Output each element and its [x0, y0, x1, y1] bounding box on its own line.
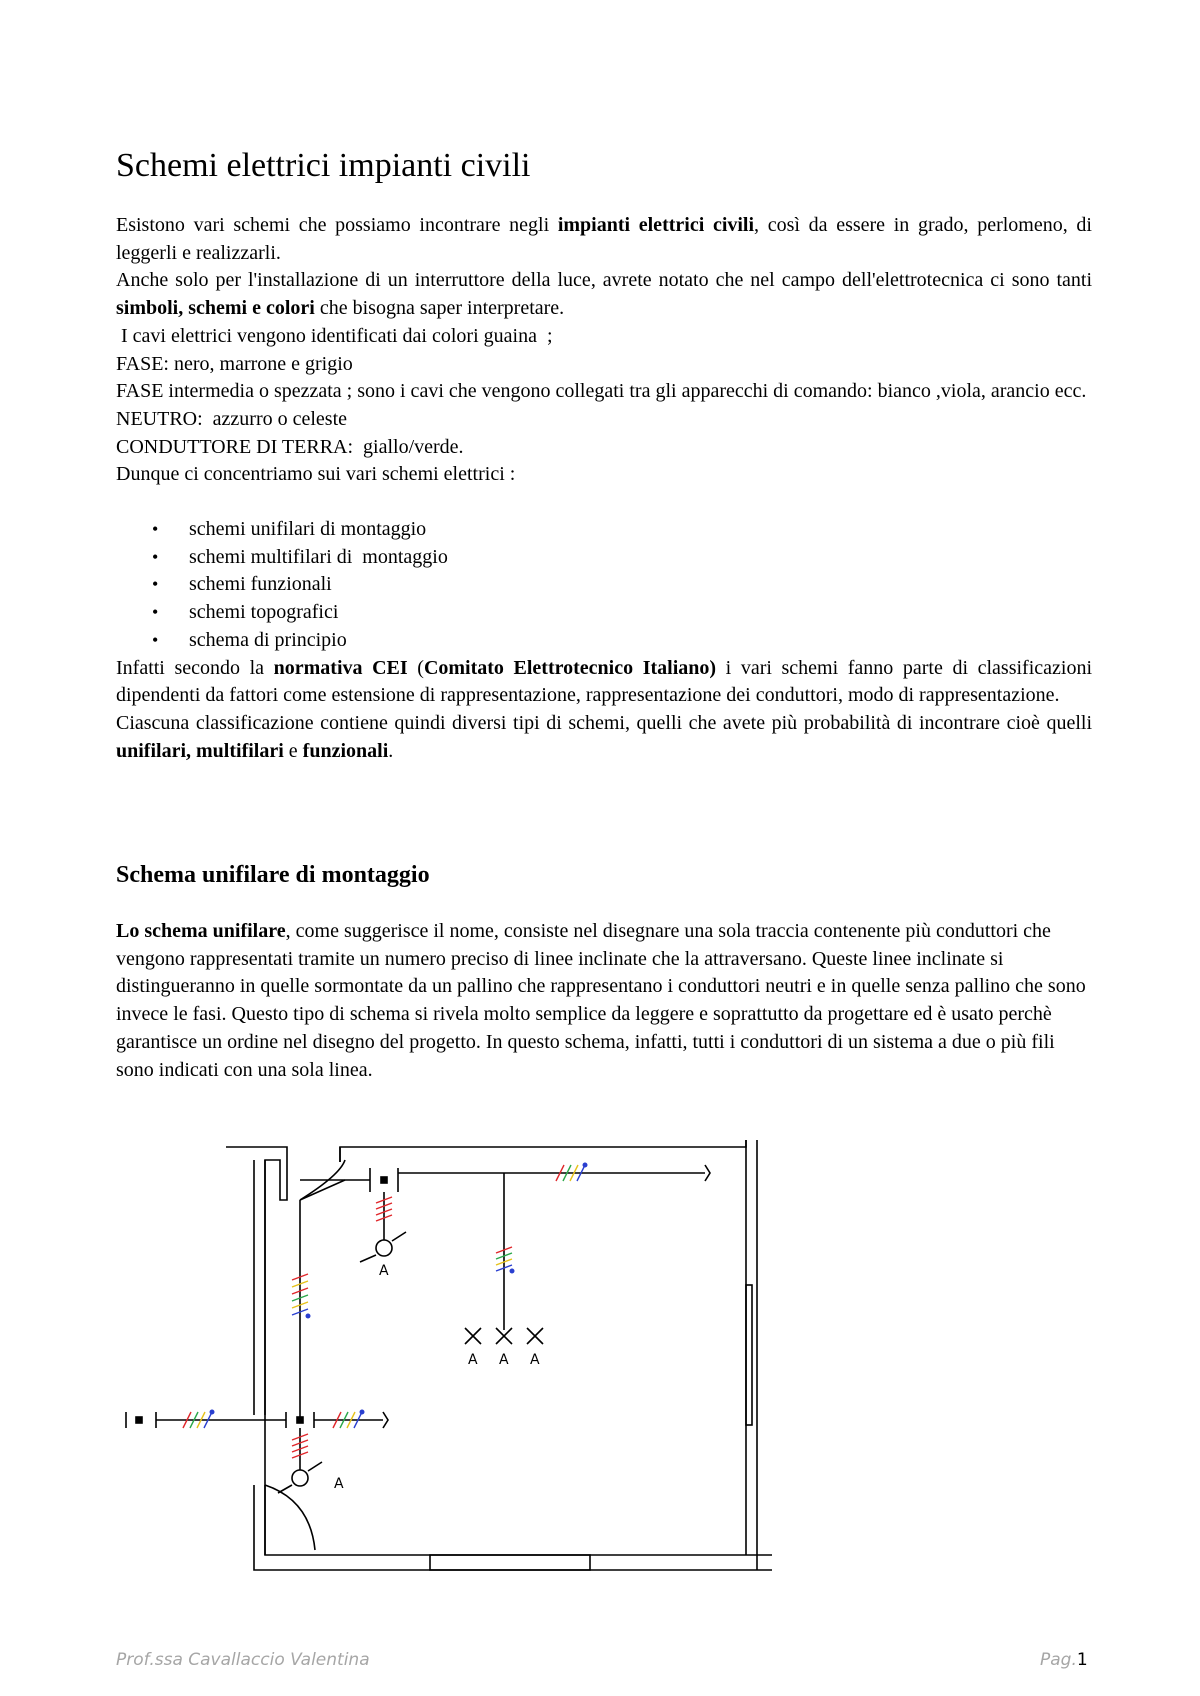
lamp-label: A: [499, 1352, 509, 1368]
text-span: e: [283, 739, 303, 762]
intro-paragraph-4: FASE: nero, marrone e grigio: [116, 352, 353, 375]
lamp-x: [527, 1328, 543, 1344]
bold-span: simboli, schemi e colori: [116, 297, 315, 320]
intro-paragraph-6: NEUTRO: azzurro o celeste: [116, 407, 348, 430]
text-span: Ciascuna classificazione contiene quindi diversi tipi di schemi, quelli che avete più probabilità di incontrare cioè quelli: [116, 711, 1092, 734]
wall-top: [340, 1140, 746, 1162]
list-item: • schemi unifilari di montaggio: [189, 516, 1092, 544]
intro-paragraph-7: CONDUTTORE DI TERRA: giallo/verde.: [116, 435, 464, 458]
bold-span: funzionali: [302, 739, 389, 762]
intro-paragraph-1: [116, 212, 1092, 267]
text-span: .: [388, 739, 394, 762]
intro-section: [116, 212, 1092, 765]
lamp-x: [465, 1328, 481, 1344]
spacer: [116, 489, 1092, 516]
lamp-label: A: [530, 1352, 540, 1368]
wall-bottom: [254, 1485, 772, 1570]
lamp-x: [496, 1328, 512, 1344]
page-title: Schemi elettrici impianti civili: [116, 147, 531, 184]
bold-span: Lo schema unifilare: [116, 920, 286, 942]
neutral-dot: [583, 1163, 588, 1168]
switch-dot: [381, 1177, 387, 1183]
text-span: Anche solo per l'installazione di un interruttore della luce, avrete notato che nel campo dell'elettrotecnica ci sono tanti: [116, 269, 1092, 292]
schemi-list: [116, 516, 1092, 655]
lamp-labels: [334, 1263, 540, 1492]
neutral-dot: [306, 1314, 311, 1319]
intro-paragraph-8: Dunque ci concentriamo sui vari schemi elettrici :: [116, 463, 516, 486]
list-item: • schemi funzionali: [189, 571, 1092, 599]
door-arc-bottom: [265, 1485, 315, 1550]
switch-dot: [136, 1417, 142, 1423]
lamp-arm: [360, 1232, 406, 1262]
door-leaf-top: [300, 1180, 345, 1200]
neutral-dot: [510, 1269, 515, 1274]
lamp-circle: [376, 1240, 392, 1256]
bold-span: normativa CEI: [273, 656, 408, 679]
window-bottom: [430, 1555, 590, 1570]
text-span: , così da essere in grado, perlomeno, di leggerli e realizzarli.: [116, 214, 1092, 264]
list-item: • schema di principio: [189, 627, 1092, 655]
wiring-diagram: [0, 1130, 1200, 1590]
bold-span: unifilari, multifilari: [116, 739, 284, 762]
lamp-label: A: [468, 1352, 478, 1368]
wall-outer: [226, 1147, 772, 1555]
page-label: Pag.: [1040, 1650, 1077, 1670]
text-span: Esistono vari schemi che possiamo incontrare negli: [116, 214, 558, 236]
classif-paragraph: [116, 710, 1092, 765]
page-number: 1: [1076, 1650, 1088, 1670]
neutral-dot: [210, 1410, 215, 1415]
intro-paragraph-2: [116, 267, 1092, 322]
bold-span: Comitato Elettrotecnico Italiano): [423, 656, 717, 679]
text-span: Infatti secondo la: [116, 656, 274, 679]
outlet-symbol: [383, 1412, 388, 1428]
lamp-label: A: [379, 1263, 389, 1279]
unifilare-paragraph: [116, 918, 1092, 1084]
unifilare-section: [116, 918, 1092, 1084]
footer-page: [1040, 1650, 1088, 1670]
window-right: [746, 1285, 752, 1425]
neutral-dot: [360, 1410, 365, 1415]
intro-paragraph-5: FASE intermedia o spezzata ; sono i cavi che vengono collegati tra gli apparecchi di comando: bianco ,viola, arancio ecc.: [116, 380, 1087, 403]
text-span: (: [407, 656, 424, 679]
lamp-circle: [292, 1470, 308, 1486]
bold-span: impianti elettrici civili: [557, 214, 755, 236]
footer-author: Prof.ssa Cavallaccio Valentina: [116, 1650, 370, 1670]
conductor-marks: [183, 1163, 588, 1459]
list-item: • schemi topografici: [189, 599, 1092, 627]
switch-dot: [297, 1417, 303, 1423]
list-item: • schemi multifilari di montaggio: [189, 544, 1092, 572]
wiring: [126, 1165, 710, 1493]
lamp-label: A: [334, 1476, 344, 1492]
text-span: che bisogna saper interpretare.: [314, 297, 565, 320]
intro-paragraph-3: I cavi elettrici vengono identificati dai colori guaina ;: [116, 324, 553, 347]
text-span: , come suggerisce il nome, consiste nel disegnare una sola traccia contenente più conduttori che vengono rappresentati tramite un numero preciso di linee inclinate che la attraversano. Queste linee inclinate si distingueranno in quelle sormontate da un pallino che rappresentano i conduttori neutri e in quelle senza pallino che sono invece le fasi. Questo tipo di schema si rivela molto semplice da leggere e soprattutto da progettare ed è usato perchè garantisce un ordine nel disegno del progetto. In questo schema, infatti, tutti i conduttori di un sistema a due o più fili sono indicati con una sola linea.: [116, 920, 1086, 1081]
cei-paragraph: [116, 655, 1092, 710]
outlet-symbol: [705, 1165, 710, 1181]
section-heading: Schema unifilare di montaggio: [116, 862, 430, 888]
text-span: i vari schemi fanno parte di classificazioni dipendenti da fattori come estensione di rappresentazione, rappresentazione dei conduttori, modo di rappresentazione.: [116, 656, 1093, 707]
